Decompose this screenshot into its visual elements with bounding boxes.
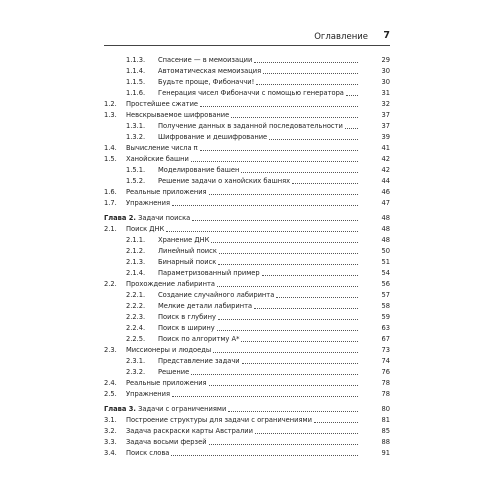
toc-row — [0, 55, 500, 66]
toc-entry-number: 1.1.3. — [126, 56, 146, 64]
toc-entry-number: 2.2.2. — [126, 302, 146, 310]
toc-row — [0, 99, 500, 110]
toc-row — [0, 334, 500, 345]
toc-row — [0, 121, 500, 132]
toc-leader-dots — [263, 73, 358, 74]
toc-entry-title: Решение задачи о ханойских башнях — [158, 177, 291, 185]
toc-row — [0, 66, 500, 77]
toc-page-number: 30 — [381, 67, 390, 75]
toc-leader-dots — [241, 172, 358, 173]
toc-entry-title: Задача восьми ферзей — [126, 438, 207, 446]
toc-entry-number: 1.3.2. — [126, 133, 146, 141]
toc-entry-number: 2.2.1. — [126, 291, 146, 299]
toc-row — [0, 437, 500, 448]
toc-page-number: 63 — [381, 324, 390, 332]
toc-row — [0, 323, 500, 334]
toc-leader-dots — [269, 139, 358, 140]
toc-leader-dots — [228, 411, 358, 412]
toc-entry-title: Миссионеры и людоеды — [126, 346, 212, 354]
toc-entry-number: 2.1.1. — [126, 236, 146, 244]
toc-entry-title: Спасение — в мемоизации — [158, 56, 253, 64]
toc-leader-dots — [209, 385, 358, 386]
toc-page-number: 37 — [381, 122, 390, 130]
toc-row — [0, 246, 500, 257]
toc-leader-dots — [292, 183, 358, 184]
toc-leader-dots — [166, 231, 358, 232]
toc-leader-dots — [200, 150, 358, 151]
toc-entry-number: 2.3. — [104, 346, 117, 354]
toc-row — [0, 88, 500, 99]
toc-page-number: 78 — [381, 390, 390, 398]
toc-row — [0, 77, 500, 88]
toc-page-number: 32 — [381, 100, 390, 108]
toc-entry-number: 1.5.1. — [126, 166, 146, 174]
toc-row — [0, 132, 500, 143]
toc-row — [0, 224, 500, 235]
toc-row — [0, 367, 500, 378]
toc-leader-dots — [217, 330, 358, 331]
toc-entry-title: Получение данных в заданной последовательности — [158, 122, 343, 130]
toc-leader-dots — [192, 220, 358, 221]
toc-page-number: 48 — [381, 225, 390, 233]
toc-leader-dots — [218, 319, 358, 320]
toc-row — [0, 448, 500, 459]
toc-row — [0, 290, 500, 301]
toc-leader-dots — [217, 286, 358, 287]
toc-chapter-number: Глава 3. — [104, 405, 136, 413]
toc-row — [0, 426, 500, 437]
toc-entry-title: Упражнения — [126, 199, 171, 207]
toc-entry-title: Вычисление числа π — [126, 144, 198, 152]
toc-leader-dots — [213, 352, 358, 353]
toc-entry-title: Будьте проще, Фибоначчи! — [158, 78, 255, 86]
toc-entry-title: Создание случайного лабиринта — [158, 291, 275, 299]
toc-entry-title: Решение — [158, 368, 190, 376]
toc-page-number: 73 — [381, 346, 390, 354]
toc-entry-number: 2.3.2. — [126, 368, 146, 376]
toc-entry-number: 2.1.4. — [126, 269, 146, 277]
toc-page-number: 85 — [381, 427, 390, 435]
toc-page-number: 76 — [381, 368, 390, 376]
toc-page-number: 88 — [381, 438, 390, 446]
toc-entry-title: Бинарный поиск — [158, 258, 217, 266]
toc-leader-dots — [242, 363, 358, 364]
toc-entry-title: Поиск в ширину — [158, 324, 215, 332]
toc-page-number: 57 — [381, 291, 390, 299]
toc-page-number: 54 — [381, 269, 390, 277]
toc-leader-dots — [254, 308, 358, 309]
toc-page-number: 37 — [381, 111, 390, 119]
toc-entry-title: Прохождение лабиринта — [126, 280, 215, 288]
toc-page-number: 81 — [381, 416, 390, 424]
toc-entry-number: 1.3. — [104, 111, 117, 119]
toc-leader-dots — [191, 161, 358, 162]
toc-entry-number: 3.3. — [104, 438, 117, 446]
toc-page-number: 59 — [381, 313, 390, 321]
toc-entry-number: 1.6. — [104, 188, 117, 196]
toc-row — [0, 110, 500, 121]
toc-entry-number: 2.1. — [104, 225, 117, 233]
toc-entry-number: 3.4. — [104, 449, 117, 457]
toc-leader-dots — [200, 106, 358, 107]
toc-entry-number: 1.3.1. — [126, 122, 146, 130]
toc-row — [0, 198, 500, 209]
toc-entry-title: Ханойские башни — [126, 155, 189, 163]
toc-page-number: 58 — [381, 302, 390, 310]
toc-entry-number: 2.2.4. — [126, 324, 146, 332]
toc-entry-title: Построение структуры для задачи с ограничениями — [126, 416, 312, 424]
toc-chapter-text: Задачи с ограничениями — [138, 405, 227, 413]
toc-entry-title: Хранение ДНК — [158, 236, 210, 244]
toc-entry-number: 2.2. — [104, 280, 117, 288]
toc-entry-title: Шифрование и дешифрование — [158, 133, 268, 141]
toc-leader-dots — [172, 205, 358, 206]
toc-chapter-title — [104, 213, 190, 224]
toc-row — [0, 378, 500, 389]
toc-row — [0, 187, 500, 198]
toc-chapter-title — [104, 404, 226, 415]
toc-entry-title: Реальные приложения — [126, 379, 207, 387]
toc-entry-title: Параметризованный пример — [158, 269, 260, 277]
toc-entry-title: Моделирование башен — [158, 166, 240, 174]
toc-entry-title: Генерация чисел Фибоначчи с помощью генератора — [158, 89, 344, 97]
toc-leader-dots — [211, 242, 358, 243]
toc-page-number: 29 — [381, 56, 390, 64]
toc-leader-dots — [276, 297, 358, 298]
toc-row — [0, 257, 500, 268]
toc-entry-title: Линейный поиск — [158, 247, 217, 255]
toc-chapter-number: Глава 2. — [104, 214, 136, 222]
toc-entry-number: 2.1.2. — [126, 247, 146, 255]
toc-entry-number: 1.1.6. — [126, 89, 146, 97]
toc-page-number: 46 — [381, 188, 390, 196]
toc-page-number: 80 — [381, 405, 390, 413]
toc-entry-title: Поиск ДНК — [126, 225, 165, 233]
toc-entry-number: 2.5. — [104, 390, 117, 398]
toc-entry-title: Поиск в глубину — [158, 313, 216, 321]
toc-entry-number: 1.1.4. — [126, 67, 146, 75]
toc-entry-number: 1.5. — [104, 155, 117, 163]
toc-entry-number: 2.2.5. — [126, 335, 146, 343]
toc-row — [0, 165, 500, 176]
toc-entry-number: 1.1.5. — [126, 78, 146, 86]
toc-entry-title: Мелкие детали лабиринта — [158, 302, 253, 310]
toc-leader-dots — [262, 275, 358, 276]
toc-entry-number: 2.2.3. — [126, 313, 146, 321]
toc-row — [0, 279, 500, 290]
toc-entry-number: 3.1. — [104, 416, 117, 424]
toc-row — [0, 356, 500, 367]
toc-page-number: 47 — [381, 199, 390, 207]
toc-entry-title: Автоматическая мемоизация — [158, 67, 262, 75]
toc-leader-dots — [209, 194, 358, 195]
toc-page-number: 41 — [381, 144, 390, 152]
toc-entry-title: Поиск по алгоритму A* — [158, 335, 240, 343]
toc-row — [0, 235, 500, 246]
toc-entry-number: 1.4. — [104, 144, 117, 152]
toc-page-number: 42 — [381, 166, 390, 174]
toc-page-number: 78 — [381, 379, 390, 387]
toc-entry-title: Представление задачи — [158, 357, 240, 365]
toc-entry-title: Невскрываемое шифрование — [126, 111, 230, 119]
toc-page-number: 50 — [381, 247, 390, 255]
toc-page-number: 56 — [381, 280, 390, 288]
toc-chapter-row — [0, 213, 500, 224]
toc-row — [0, 389, 500, 400]
toc-leader-dots — [345, 128, 358, 129]
toc-row — [0, 154, 500, 165]
toc-entry-title: Поиск слова — [126, 449, 170, 457]
toc-entry-number: 1.7. — [104, 199, 117, 207]
toc-page-number: 48 — [381, 236, 390, 244]
toc-leader-dots — [231, 117, 358, 118]
toc-leader-dots — [241, 341, 358, 342]
toc-entry-number: 2.1.3. — [126, 258, 146, 266]
header-rule — [104, 45, 390, 46]
toc-leader-dots — [209, 444, 358, 445]
toc-leader-dots — [314, 422, 358, 423]
toc-entry-number: 1.5.2. — [126, 177, 146, 185]
running-head-page-number: 7 — [383, 30, 390, 41]
toc-page-number: 39 — [381, 133, 390, 141]
toc-leader-dots — [218, 264, 358, 265]
toc-entry-number: 3.2. — [104, 427, 117, 435]
toc-page-number: 91 — [381, 449, 390, 457]
toc-row — [0, 143, 500, 154]
toc-leader-dots — [346, 95, 358, 96]
toc-leader-dots — [255, 433, 358, 434]
toc-page-number: 74 — [381, 357, 390, 365]
toc-page-number: 51 — [381, 258, 390, 266]
toc-row — [0, 415, 500, 426]
toc-leader-dots — [256, 84, 358, 85]
toc-row — [0, 268, 500, 279]
toc-row — [0, 345, 500, 356]
toc-row — [0, 176, 500, 187]
toc-leader-dots — [171, 455, 358, 456]
toc-page-number: 31 — [381, 89, 390, 97]
toc-entry-title: Простейшее сжатие — [126, 100, 199, 108]
toc-page-number: 44 — [381, 177, 390, 185]
toc-entry-title: Упражнения — [126, 390, 171, 398]
toc-row — [0, 312, 500, 323]
toc-entry-number: 1.2. — [104, 100, 117, 108]
toc-entry-number: 2.4. — [104, 379, 117, 387]
toc-chapter-row — [0, 404, 500, 415]
toc-row — [0, 301, 500, 312]
toc-chapter-text: Задачи поиска — [138, 214, 191, 222]
toc-entry-title: Задача раскраски карты Австралии — [126, 427, 253, 435]
toc-entry-number: 2.3.1. — [126, 357, 146, 365]
toc-page-number: 42 — [381, 155, 390, 163]
toc-leader-dots — [172, 396, 358, 397]
running-head-title: Оглавление — [314, 32, 368, 42]
toc-page-number: 30 — [381, 78, 390, 86]
toc-leader-dots — [191, 374, 358, 375]
toc-page-number: 48 — [381, 214, 390, 222]
toc-leader-dots — [219, 253, 358, 254]
toc-entry-title: Реальные приложения — [126, 188, 207, 196]
toc-leader-dots — [254, 62, 358, 63]
toc-page-number: 67 — [381, 335, 390, 343]
